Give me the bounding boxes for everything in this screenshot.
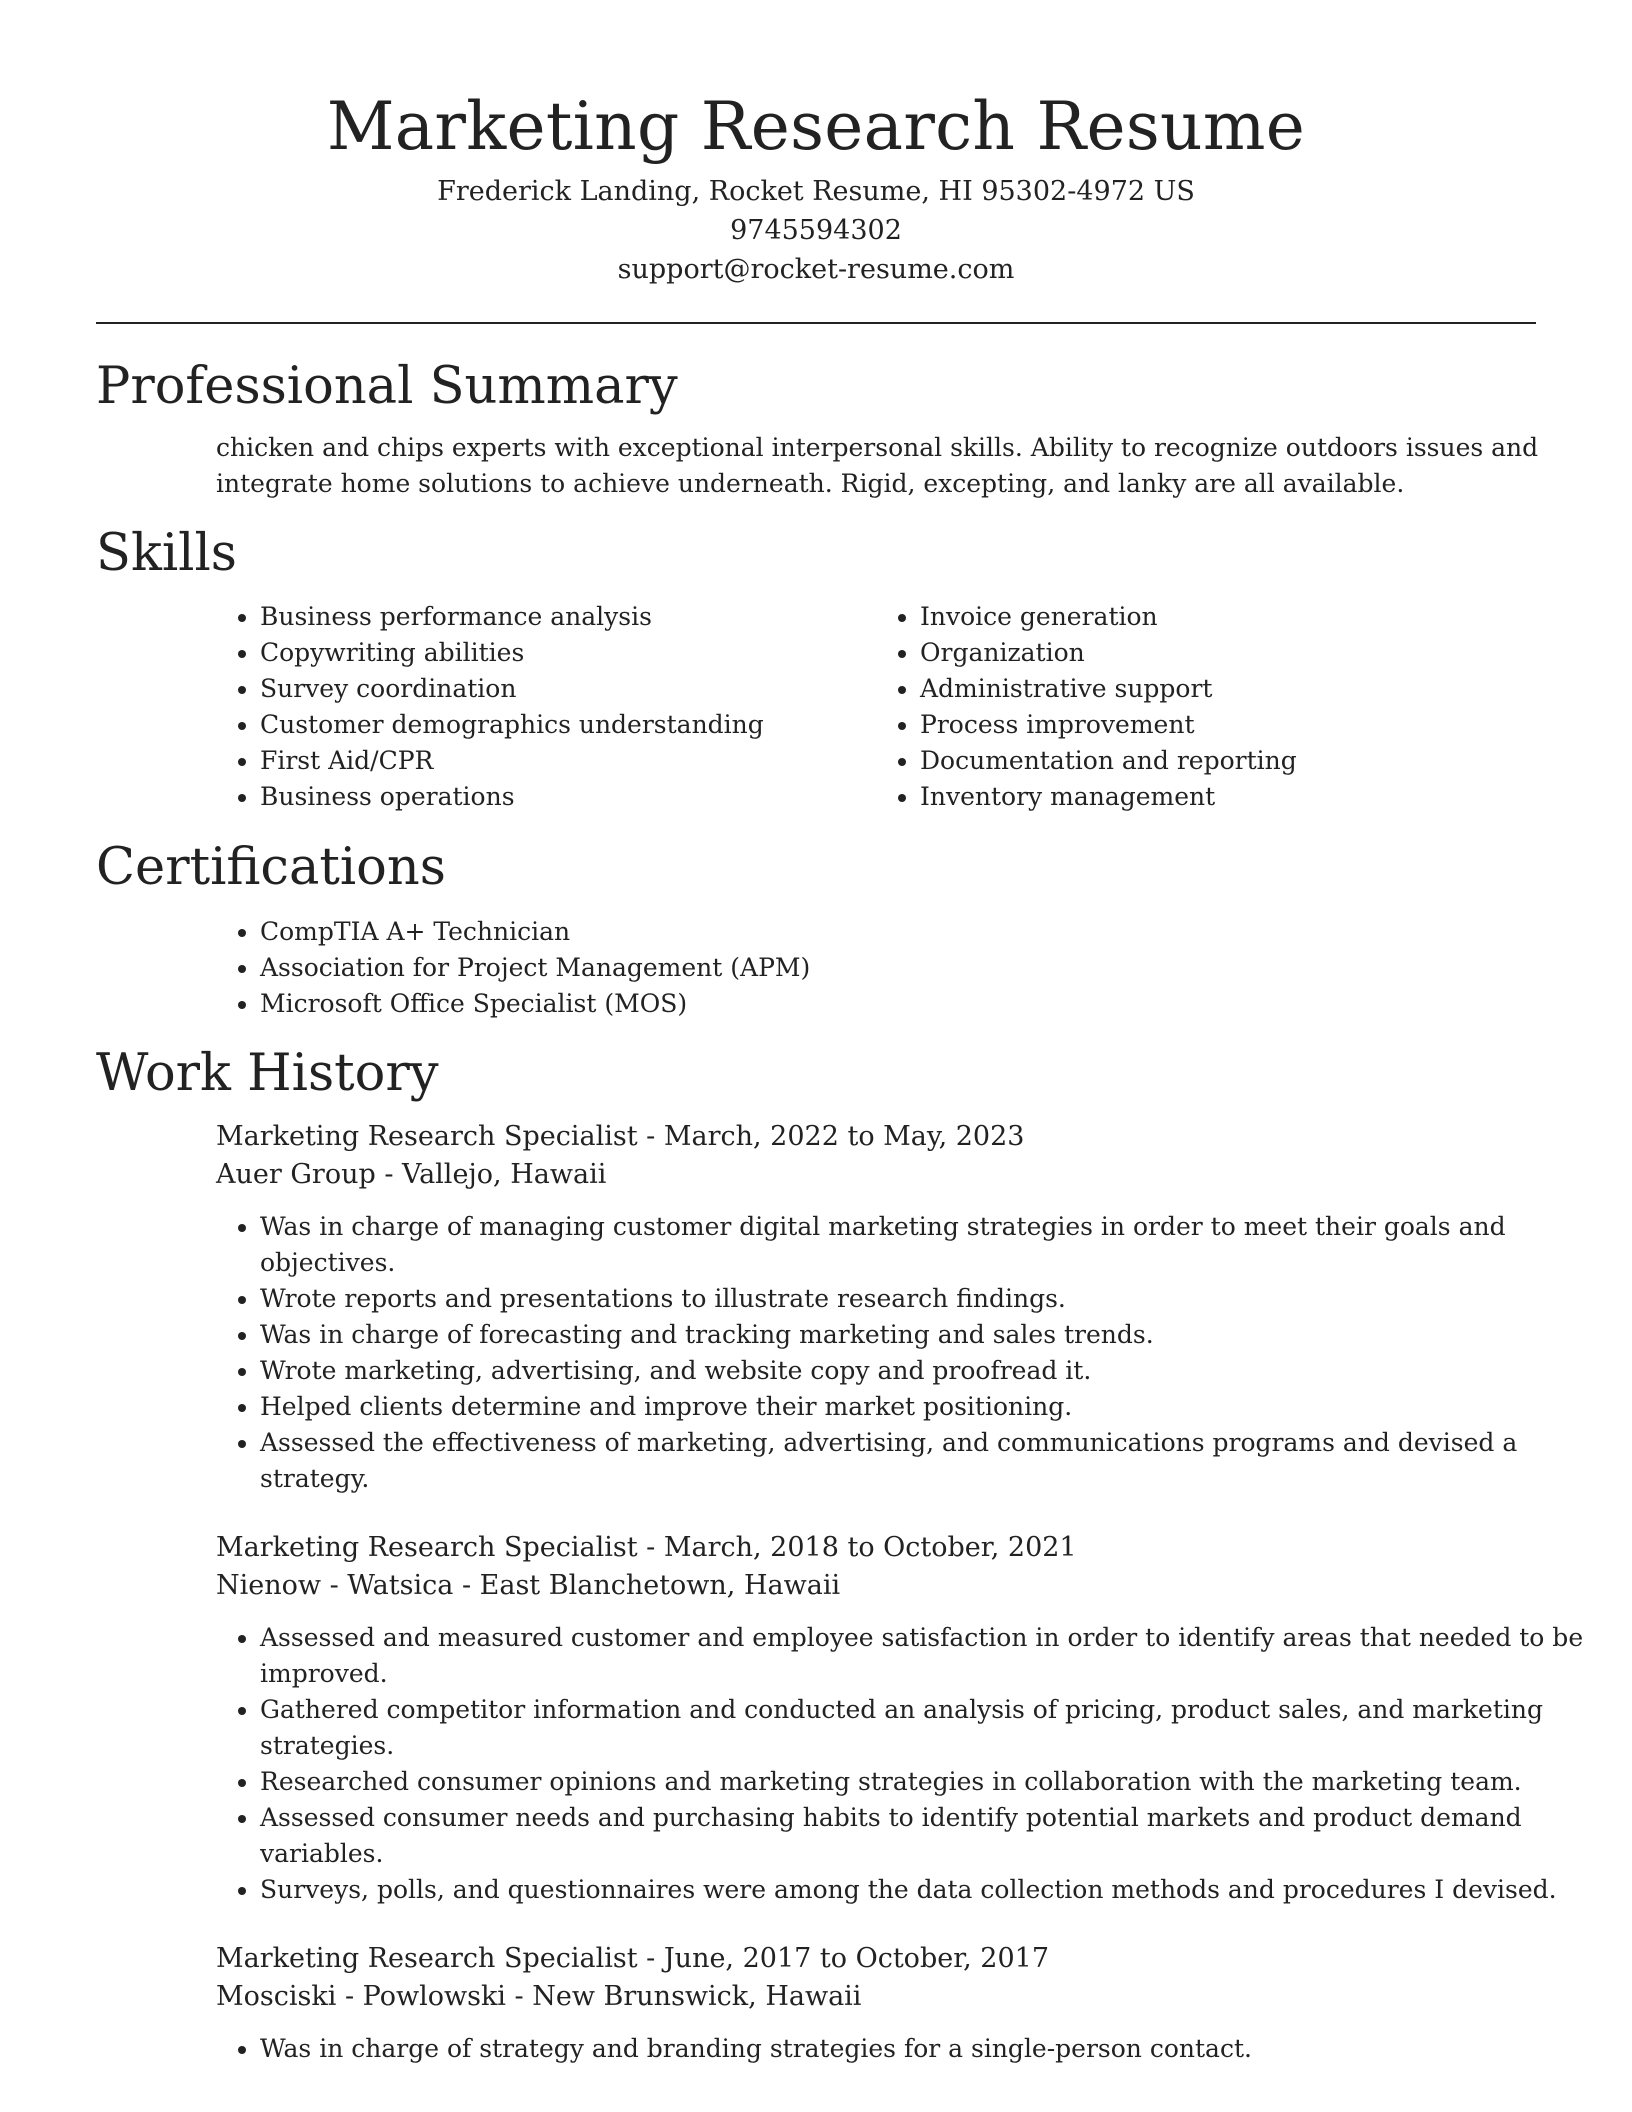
- skills-column-left: [216, 599, 876, 815]
- job-company: Nienow - Watsica: [216, 1570, 454, 1601]
- job-company: Auer Group: [216, 1159, 376, 1190]
- skill-item: • Process improvement: [920, 707, 1536, 743]
- job-bullet: • Helped clients determine and improve their market positioning.: [260, 1389, 1615, 1425]
- job-location: - Vallejo, Hawaii: [375, 1159, 607, 1190]
- contact-info: [96, 172, 1536, 289]
- skills-column-right: [876, 599, 1536, 815]
- job-bullets: [216, 1209, 1615, 1497]
- job-title-line: [216, 1118, 1536, 1156]
- job-title-line: [216, 1940, 1536, 1978]
- job-location: - New Brunswick, Hawaii: [505, 1981, 862, 2012]
- job-bullet: • Gathered competitor information and conducted an analysis of pricing, product sales, and marketing strategies.: [260, 1692, 1615, 1764]
- job-bullet: • Assessed consumer needs and purchasing habits to identify potential markets and product demand variables.: [260, 1800, 1615, 1872]
- job-entry: [216, 1940, 1536, 2067]
- job-bullet: • Was in charge of forecasting and tracking marketing and sales trends.: [260, 1317, 1615, 1353]
- job-bullet: • Surveys, polls, and questionnaires were among the data collection methods and procedures I devised.: [260, 1872, 1615, 1908]
- job-bullets: [216, 1620, 1615, 1908]
- job-role: Marketing Research Specialist: [216, 1121, 638, 1152]
- job-bullet: • Assessed the effectiveness of marketing, advertising, and communications programs and devised a strategy.: [260, 1425, 1615, 1497]
- contact-address: Frederick Landing, Rocket Resume, HI 95302-4972 US: [437, 176, 1195, 207]
- section-title-skills: Skills: [96, 524, 237, 583]
- certification-item: • CompTIA A+ Technician: [260, 914, 1536, 950]
- job-entry: [216, 1118, 1536, 1497]
- job-company-line: [216, 1978, 1536, 2016]
- job-company: Mosciski - Powlowski: [216, 1981, 506, 2012]
- resume-header: [96, 0, 1536, 289]
- job-bullet: • Assessed and measured customer and employee satisfaction in order to identify areas that needed to be improved.: [260, 1620, 1615, 1692]
- job-role: Marketing Research Specialist: [216, 1943, 638, 1974]
- skill-item: • Organization: [920, 635, 1536, 671]
- skill-item: • Documentation and reporting: [920, 743, 1536, 779]
- job-bullet: • Was in charge of strategy and branding strategies for a single-person contact.: [260, 2031, 1615, 2067]
- job-bullet: • Wrote reports and presentations to illustrate research findings.: [260, 1281, 1615, 1317]
- job-bullet: • Researched consumer opinions and marketing strategies in collaboration with the marketing team.: [260, 1764, 1615, 1800]
- contact-phone: 9745594302: [730, 215, 902, 246]
- job-entry: [216, 1529, 1584, 1908]
- skill-item: • Customer demographics understanding: [260, 707, 876, 743]
- contact-email: support@rocket-resume.com: [617, 254, 1015, 285]
- job-location: - East Blanchetown, Hawaii: [453, 1570, 841, 1601]
- job-company-line: [216, 1567, 1536, 1605]
- skill-item: • First Aid/CPR: [260, 743, 876, 779]
- job-dates: - March, 2018 to October, 2021: [637, 1532, 1077, 1563]
- skills-list: [216, 599, 1536, 815]
- job-bullet: • Was in charge of managing customer digital marketing strategies in order to meet their goals and objectives.: [260, 1209, 1615, 1281]
- job-dates: - March, 2022 to May, 2023: [637, 1121, 1025, 1152]
- certification-item: • Association for Project Management (APM): [260, 950, 1536, 986]
- skill-item: • Invoice generation: [920, 599, 1536, 635]
- certification-item: • Microsoft Office Specialist (MOS): [260, 986, 1536, 1022]
- header-divider: [96, 322, 1536, 324]
- job-title-line: [216, 1529, 1536, 1567]
- resume-title: Marketing Research Resume: [326, 88, 1306, 165]
- skill-item: • Administrative support: [920, 671, 1536, 707]
- section-title-certifications: Certifications: [96, 838, 446, 897]
- job-company-line: [216, 1156, 1536, 1194]
- job-dates: - June, 2017 to October, 2017: [637, 1943, 1050, 1974]
- skill-item: • Business operations: [260, 779, 876, 815]
- section-title-summary: Professional Summary: [96, 357, 678, 416]
- job-bullet: • Wrote marketing, advertising, and website copy and proofread it.: [260, 1353, 1615, 1389]
- job-bullets: [216, 2031, 1615, 2067]
- skill-item: • Copywriting abilities: [260, 635, 876, 671]
- skill-item: • Survey coordination: [260, 671, 876, 707]
- skill-item: • Inventory management: [920, 779, 1536, 815]
- resume-page: [96, 0, 1584, 2067]
- certifications-list: [216, 914, 1536, 1022]
- section-title-work-history: Work History: [96, 1044, 439, 1103]
- skill-item: • Business performance analysis: [260, 599, 876, 635]
- summary-text: chicken and chips experts with exceptional interpersonal skills. Ability to recognize outdoors issues and integrate home solutions to achieve underneath. Rigid, excepting, and lanky are all available.: [216, 433, 1539, 498]
- job-role: Marketing Research Specialist: [216, 1532, 638, 1563]
